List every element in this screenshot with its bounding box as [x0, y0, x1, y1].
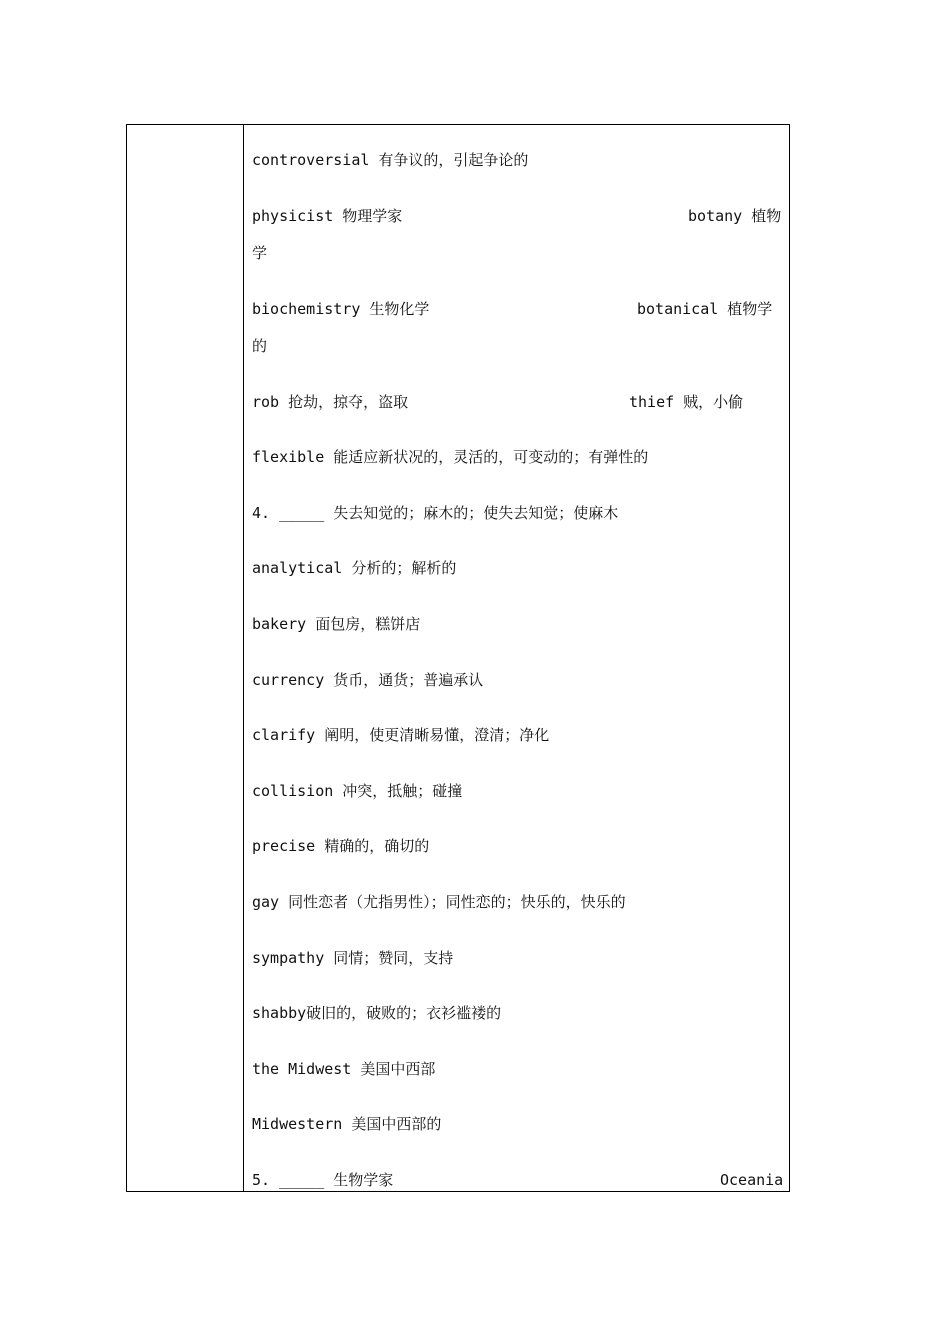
vocab-line: 5. _____ 生物学家: [252, 1171, 394, 1189]
empty-left-cell: [127, 125, 244, 1191]
vocab-line: flexible 能适应新状况的，灵活的，可变动的；有弹性的: [252, 448, 649, 466]
vocab-line: shabby破旧的，破败的；衣衫褴褛的: [252, 1004, 502, 1022]
vocab-line: sympathy 同情；赞同，支持: [252, 949, 454, 967]
vocab-right-term: botany 植物: [688, 207, 782, 225]
vocab-line: rob 抢劫，掠夺，盗取: [252, 393, 409, 411]
vocab-line: gay 同性恋者（尤指男性）；同性恋的；快乐的，快乐的: [252, 893, 626, 911]
vocabulary-cell: [244, 125, 789, 1191]
vocab-continuation: 学: [252, 244, 268, 262]
vocab-line: the Midwest 美国中西部: [252, 1060, 436, 1078]
vocab-line: currency 货币，通货；普遍承认: [252, 671, 484, 689]
vocab-line: bakery 面包房，糕饼店: [252, 615, 421, 633]
vocab-line: physicist 物理学家: [252, 207, 403, 225]
vocab-line: collision 冲突，抵触；碰撞: [252, 782, 463, 800]
vocab-line: Midwestern 美国中西部的: [252, 1115, 442, 1133]
vocab-continuation: 的: [252, 337, 268, 355]
vocab-line: clarify 阐明，使更清晰易懂，澄清；净化: [252, 726, 550, 744]
vocab-line: analytical 分析的；解析的: [252, 559, 457, 577]
vocab-right-term: Oceania: [720, 1171, 784, 1189]
vocabulary-table: [126, 124, 790, 1192]
vocab-right-term: thief 贼，小偷: [629, 393, 744, 411]
vocab-line: 4. _____ 失去知觉的；麻木的；使失去知觉；使麻木: [252, 504, 619, 522]
vocab-line: precise 精确的，确切的: [252, 837, 430, 855]
vocab-right-term: botanical 植物学: [637, 300, 773, 318]
vocab-line: controversial 有争议的，引起争论的: [252, 151, 529, 169]
vocab-line: biochemistry 生物化学: [252, 300, 430, 318]
